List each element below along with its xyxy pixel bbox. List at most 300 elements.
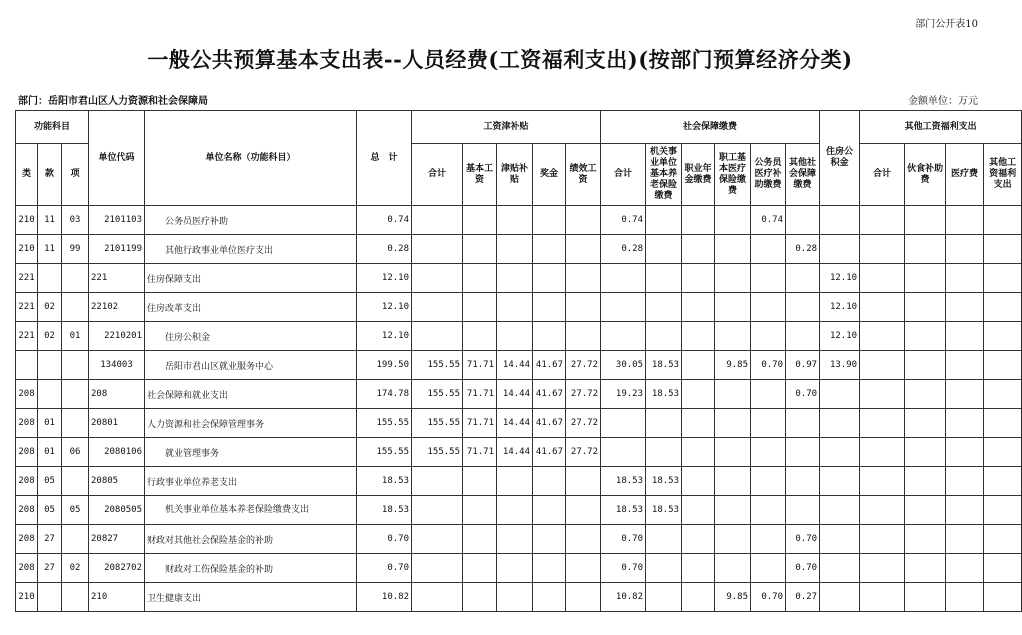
cell-amount (566, 467, 601, 496)
table-row (16, 467, 1022, 496)
cell-amount: 9.85 (715, 351, 751, 380)
cell-lei: 210 (16, 235, 38, 264)
cell-amount (601, 264, 646, 293)
cell-amount (946, 351, 984, 380)
cell-amount (946, 293, 984, 322)
cell-amount: 71.71 (463, 438, 497, 467)
header-allowance: 津贴补贴 (497, 144, 533, 206)
cell-amount (412, 496, 463, 525)
cell-amount (682, 525, 715, 554)
cell-amount (905, 525, 946, 554)
cell-amount: 30.05 (601, 351, 646, 380)
cell-amount (412, 525, 463, 554)
cell-amount (646, 293, 682, 322)
cell-amount (860, 293, 905, 322)
cell-amount (905, 380, 946, 409)
cell-amount (646, 438, 682, 467)
cell-amount (463, 322, 497, 351)
cell-amount (946, 409, 984, 438)
cell-amount (820, 467, 860, 496)
cell-amount: 0.70 (751, 351, 786, 380)
cell-amount (566, 206, 601, 235)
cell-amount (497, 235, 533, 264)
cell-amount (860, 235, 905, 264)
cell-amount (786, 293, 820, 322)
cell-lei: 208 (16, 554, 38, 583)
cell-unit-name: 住房公积金 (145, 322, 357, 351)
cell-unit-name: 住房改革支出 (145, 293, 357, 322)
cell-amount: 12.10 (357, 293, 412, 322)
header-basic-wage: 基本工资 (463, 144, 497, 206)
cell-kuan: 05 (38, 467, 62, 496)
header-unit-code: 单位代码 (89, 111, 145, 206)
cell-amount (820, 583, 860, 612)
header-annuity: 职业年金缴费 (682, 144, 715, 206)
cell-amount (463, 264, 497, 293)
cell-kuan: 11 (38, 235, 62, 264)
cell-amount (751, 264, 786, 293)
table-body (16, 206, 1022, 612)
cell-kuan (38, 351, 62, 380)
cell-amount (984, 554, 1022, 583)
cell-amount: 14.44 (497, 351, 533, 380)
cell-amount: 41.67 (533, 409, 566, 438)
cell-amount (946, 496, 984, 525)
cell-amount (786, 409, 820, 438)
cell-kuan (38, 583, 62, 612)
cell-amount (412, 264, 463, 293)
cell-amount (820, 554, 860, 583)
cell-unit-code: 2101103 (89, 206, 145, 235)
cell-amount (682, 467, 715, 496)
header-xiang: 项 (62, 144, 89, 206)
cell-unit-name: 财政对工伤保险基金的补助 (145, 554, 357, 583)
cell-amount (984, 467, 1022, 496)
cell-amount (984, 583, 1022, 612)
cell-unit-name: 人力资源和社会保障管理事务 (145, 409, 357, 438)
cell-kuan: 01 (38, 438, 62, 467)
cell-amount (946, 467, 984, 496)
cell-amount (905, 438, 946, 467)
cell-amount (751, 380, 786, 409)
cell-amount (905, 322, 946, 351)
cell-amount (984, 525, 1022, 554)
cell-amount (682, 496, 715, 525)
cell-amount (860, 409, 905, 438)
cell-amount: 18.53 (646, 380, 682, 409)
cell-amount (751, 293, 786, 322)
cell-amount: 0.70 (357, 525, 412, 554)
table-row (16, 351, 1022, 380)
cell-amount (860, 322, 905, 351)
cell-amount (566, 525, 601, 554)
cell-xiang (62, 409, 89, 438)
cell-lei (16, 351, 38, 380)
cell-amount: 155.55 (412, 351, 463, 380)
cell-amount (946, 380, 984, 409)
cell-amount (682, 409, 715, 438)
cell-amount (820, 409, 860, 438)
cell-lei: 208 (16, 438, 38, 467)
cell-unit-code: 221 (89, 264, 145, 293)
cell-amount (682, 554, 715, 583)
cell-lei: 210 (16, 206, 38, 235)
cell-amount: 0.70 (786, 380, 820, 409)
cell-amount: 155.55 (412, 438, 463, 467)
cell-amount (946, 264, 984, 293)
cell-amount: 0.97 (786, 351, 820, 380)
cell-amount (715, 264, 751, 293)
cell-amount (601, 293, 646, 322)
cell-amount (682, 351, 715, 380)
cell-kuan: 02 (38, 322, 62, 351)
cell-amount: 12.10 (357, 264, 412, 293)
cell-amount: 19.23 (601, 380, 646, 409)
cell-amount (984, 409, 1022, 438)
cell-amount: 0.27 (786, 583, 820, 612)
cell-amount (984, 293, 1022, 322)
cell-amount (751, 467, 786, 496)
table-row (16, 554, 1022, 583)
cell-lei: 208 (16, 525, 38, 554)
cell-amount (412, 235, 463, 264)
cell-amount (682, 206, 715, 235)
department-label: 部门：岳阳市君山区人力资源和社会保障局 (18, 96, 208, 107)
table-row (16, 496, 1022, 525)
header-other-sum: 合计 (860, 144, 905, 206)
cell-amount (646, 235, 682, 264)
cell-amount: 13.90 (820, 351, 860, 380)
header-wage-group: 工资津补贴 (412, 111, 601, 144)
cell-amount: 0.28 (601, 235, 646, 264)
cell-amount: 18.53 (601, 496, 646, 525)
cell-lei: 221 (16, 322, 38, 351)
cell-amount: 0.70 (786, 525, 820, 554)
cell-kuan: 02 (38, 293, 62, 322)
cell-amount (946, 583, 984, 612)
cell-unit-code: 2101199 (89, 235, 145, 264)
cell-unit-code: 210 (89, 583, 145, 612)
cell-amount (715, 467, 751, 496)
cell-amount (646, 322, 682, 351)
cell-amount (412, 322, 463, 351)
cell-amount (786, 206, 820, 235)
cell-amount (905, 351, 946, 380)
cell-amount (751, 525, 786, 554)
cell-amount (412, 206, 463, 235)
cell-amount (715, 496, 751, 525)
cell-amount: 0.70 (751, 583, 786, 612)
cell-amount: 14.44 (497, 409, 533, 438)
cell-amount (463, 235, 497, 264)
cell-amount (463, 467, 497, 496)
header-other-welfare: 其他工资福利支出 (984, 144, 1022, 206)
cell-amount (984, 496, 1022, 525)
cell-amount (860, 264, 905, 293)
cell-xiang (62, 351, 89, 380)
cell-amount: 27.72 (566, 351, 601, 380)
cell-amount: 0.28 (357, 235, 412, 264)
cell-amount (786, 438, 820, 467)
cell-amount: 9.85 (715, 583, 751, 612)
cell-xiang (62, 467, 89, 496)
cell-amount (497, 322, 533, 351)
cell-kuan (38, 380, 62, 409)
header-medical-fee: 医疗费 (946, 144, 984, 206)
cell-amount (533, 583, 566, 612)
cell-amount (682, 235, 715, 264)
cell-xiang (62, 380, 89, 409)
cell-amount (751, 409, 786, 438)
cell-amount (715, 206, 751, 235)
cell-amount (820, 235, 860, 264)
header-total: 总 计 (357, 111, 412, 206)
cell-kuan: 11 (38, 206, 62, 235)
cell-amount (984, 206, 1022, 235)
cell-amount: 0.74 (357, 206, 412, 235)
cell-amount (946, 525, 984, 554)
cell-amount (646, 409, 682, 438)
header-pension: 机关事业单位基本养老保险缴费 (646, 144, 682, 206)
cell-lei: 208 (16, 409, 38, 438)
cell-unit-name: 财政对其他社会保险基金的补助 (145, 525, 357, 554)
cell-unit-name: 岳阳市君山区就业服务中心 (145, 351, 357, 380)
cell-unit-name: 就业管理事务 (145, 438, 357, 467)
table-row (16, 583, 1022, 612)
cell-amount (533, 554, 566, 583)
cell-amount: 12.10 (357, 322, 412, 351)
cell-amount (682, 438, 715, 467)
cell-amount: 71.71 (463, 409, 497, 438)
cell-amount (715, 438, 751, 467)
header-func-subject: 功能科目 (16, 111, 89, 144)
cell-kuan: 01 (38, 409, 62, 438)
cell-amount: 27.72 (566, 380, 601, 409)
cell-amount (751, 322, 786, 351)
cell-amount (715, 293, 751, 322)
cell-amount (786, 467, 820, 496)
cell-amount: 0.70 (786, 554, 820, 583)
cell-amount: 155.55 (412, 380, 463, 409)
cell-kuan: 27 (38, 525, 62, 554)
cell-amount (820, 438, 860, 467)
cell-unit-code: 134003 (89, 351, 145, 380)
cell-amount: 174.78 (357, 380, 412, 409)
cell-unit-name: 住房保障支出 (145, 264, 357, 293)
cell-amount (860, 583, 905, 612)
cell-amount (820, 525, 860, 554)
cell-xiang (62, 583, 89, 612)
cell-amount (905, 409, 946, 438)
cell-amount (860, 438, 905, 467)
cell-amount (682, 322, 715, 351)
cell-amount (682, 293, 715, 322)
cell-amount: 0.70 (601, 554, 646, 583)
page-title: 一般公共预算基本支出表--人员经费(工资福利支出)(按部门预算经济分类) (147, 47, 853, 72)
cell-amount (715, 525, 751, 554)
cell-amount (905, 496, 946, 525)
cell-amount: 0.28 (786, 235, 820, 264)
cell-lei: 208 (16, 496, 38, 525)
cell-amount: 0.70 (357, 554, 412, 583)
cell-amount (646, 525, 682, 554)
cell-amount (497, 583, 533, 612)
cell-unit-name: 行政事业单位养老支出 (145, 467, 357, 496)
cell-amount (984, 380, 1022, 409)
header-other-social: 其他社会保障缴费 (786, 144, 820, 206)
cell-amount (946, 206, 984, 235)
cell-amount (820, 206, 860, 235)
cell-amount (463, 206, 497, 235)
cell-unit-code: 20805 (89, 467, 145, 496)
cell-amount: 155.55 (357, 409, 412, 438)
header-unit-name: 单位名称（功能科目） (145, 111, 357, 206)
cell-amount (412, 554, 463, 583)
cell-amount (463, 525, 497, 554)
cell-amount (533, 264, 566, 293)
header-lei: 类 (16, 144, 38, 206)
cell-unit-code: 2080106 (89, 438, 145, 467)
cell-amount (646, 554, 682, 583)
cell-amount: 10.82 (357, 583, 412, 612)
cell-amount (905, 264, 946, 293)
cell-amount: 18.53 (646, 467, 682, 496)
cell-amount: 18.53 (646, 351, 682, 380)
table-row (16, 525, 1022, 554)
cell-amount (905, 206, 946, 235)
cell-amount (682, 583, 715, 612)
cell-unit-name: 公务员医疗补助 (145, 206, 357, 235)
table-row (16, 206, 1022, 235)
table-row (16, 264, 1022, 293)
cell-unit-name: 社会保障和就业支出 (145, 380, 357, 409)
cell-amount (533, 322, 566, 351)
cell-amount (566, 322, 601, 351)
cell-amount (533, 293, 566, 322)
cell-amount (463, 554, 497, 583)
cell-amount (786, 496, 820, 525)
table-row (16, 235, 1022, 264)
cell-amount (860, 496, 905, 525)
header-meal: 伙食补助费 (905, 144, 946, 206)
cell-amount (984, 351, 1022, 380)
cell-amount (715, 322, 751, 351)
cell-amount (646, 206, 682, 235)
cell-amount (566, 554, 601, 583)
cell-kuan (38, 264, 62, 293)
cell-amount (860, 351, 905, 380)
cell-amount: 18.53 (601, 467, 646, 496)
cell-amount (820, 380, 860, 409)
cell-amount (860, 380, 905, 409)
cell-amount (463, 293, 497, 322)
cell-amount (860, 206, 905, 235)
cell-amount (497, 467, 533, 496)
cell-amount (533, 206, 566, 235)
cell-unit-code: 208 (89, 380, 145, 409)
cell-amount: 155.55 (357, 438, 412, 467)
cell-amount (533, 496, 566, 525)
cell-amount: 18.53 (357, 496, 412, 525)
cell-amount (497, 496, 533, 525)
header-social-sum: 合计 (601, 144, 646, 206)
cell-amount (646, 583, 682, 612)
cell-amount (412, 467, 463, 496)
cell-amount (497, 293, 533, 322)
cell-lei: 208 (16, 467, 38, 496)
cell-amount (566, 293, 601, 322)
cell-amount (497, 525, 533, 554)
cell-amount (412, 583, 463, 612)
cell-unit-code: 2082702 (89, 554, 145, 583)
header-other-group: 其他工资福利支出 (860, 111, 1022, 144)
cell-amount: 27.72 (566, 409, 601, 438)
cell-amount: 0.74 (601, 206, 646, 235)
cell-unit-code: 2080505 (89, 496, 145, 525)
cell-amount (751, 554, 786, 583)
cell-amount (497, 554, 533, 583)
cell-amount (646, 264, 682, 293)
cell-amount (786, 322, 820, 351)
cell-amount (946, 322, 984, 351)
header-perf-wage: 绩效工资 (566, 144, 601, 206)
cell-unit-name: 机关事业单位基本养老保险缴费支出 (145, 496, 357, 525)
table-row (16, 438, 1022, 467)
cell-lei: 210 (16, 583, 38, 612)
table-row (16, 293, 1022, 322)
cell-amount: 12.10 (820, 322, 860, 351)
cell-amount (566, 235, 601, 264)
cell-amount (860, 554, 905, 583)
amount-unit-label: 金额单位：万元 (908, 96, 978, 107)
cell-amount (601, 409, 646, 438)
cell-amount (715, 554, 751, 583)
cell-amount: 12.10 (820, 264, 860, 293)
cell-amount (860, 525, 905, 554)
cell-unit-code: 20827 (89, 525, 145, 554)
table-row (16, 409, 1022, 438)
header-social-group: 社会保障缴费 (601, 111, 820, 144)
cell-amount (601, 322, 646, 351)
cell-amount (682, 380, 715, 409)
cell-amount (412, 293, 463, 322)
report-number: 部门公开表10 (915, 19, 978, 30)
cell-xiang: 05 (62, 496, 89, 525)
cell-amount: 0.70 (601, 525, 646, 554)
cell-amount: 41.67 (533, 380, 566, 409)
cell-kuan: 05 (38, 496, 62, 525)
cell-amount (786, 264, 820, 293)
cell-xiang: 02 (62, 554, 89, 583)
header-kuan: 款 (38, 144, 62, 206)
cell-amount (715, 380, 751, 409)
header-housing-fund: 住房公积金 (820, 111, 860, 206)
header-medical: 职工基本医疗保险缴费 (715, 144, 751, 206)
header-bonus: 奖金 (533, 144, 566, 206)
cell-amount (905, 554, 946, 583)
cell-amount: 199.50 (357, 351, 412, 380)
cell-xiang: 03 (62, 206, 89, 235)
cell-amount (820, 496, 860, 525)
cell-amount (860, 467, 905, 496)
cell-amount (497, 264, 533, 293)
cell-lei: 221 (16, 293, 38, 322)
cell-amount (905, 583, 946, 612)
cell-unit-code: 2210201 (89, 322, 145, 351)
cell-amount: 18.53 (357, 467, 412, 496)
budget-table (15, 110, 1022, 612)
cell-xiang: 01 (62, 322, 89, 351)
